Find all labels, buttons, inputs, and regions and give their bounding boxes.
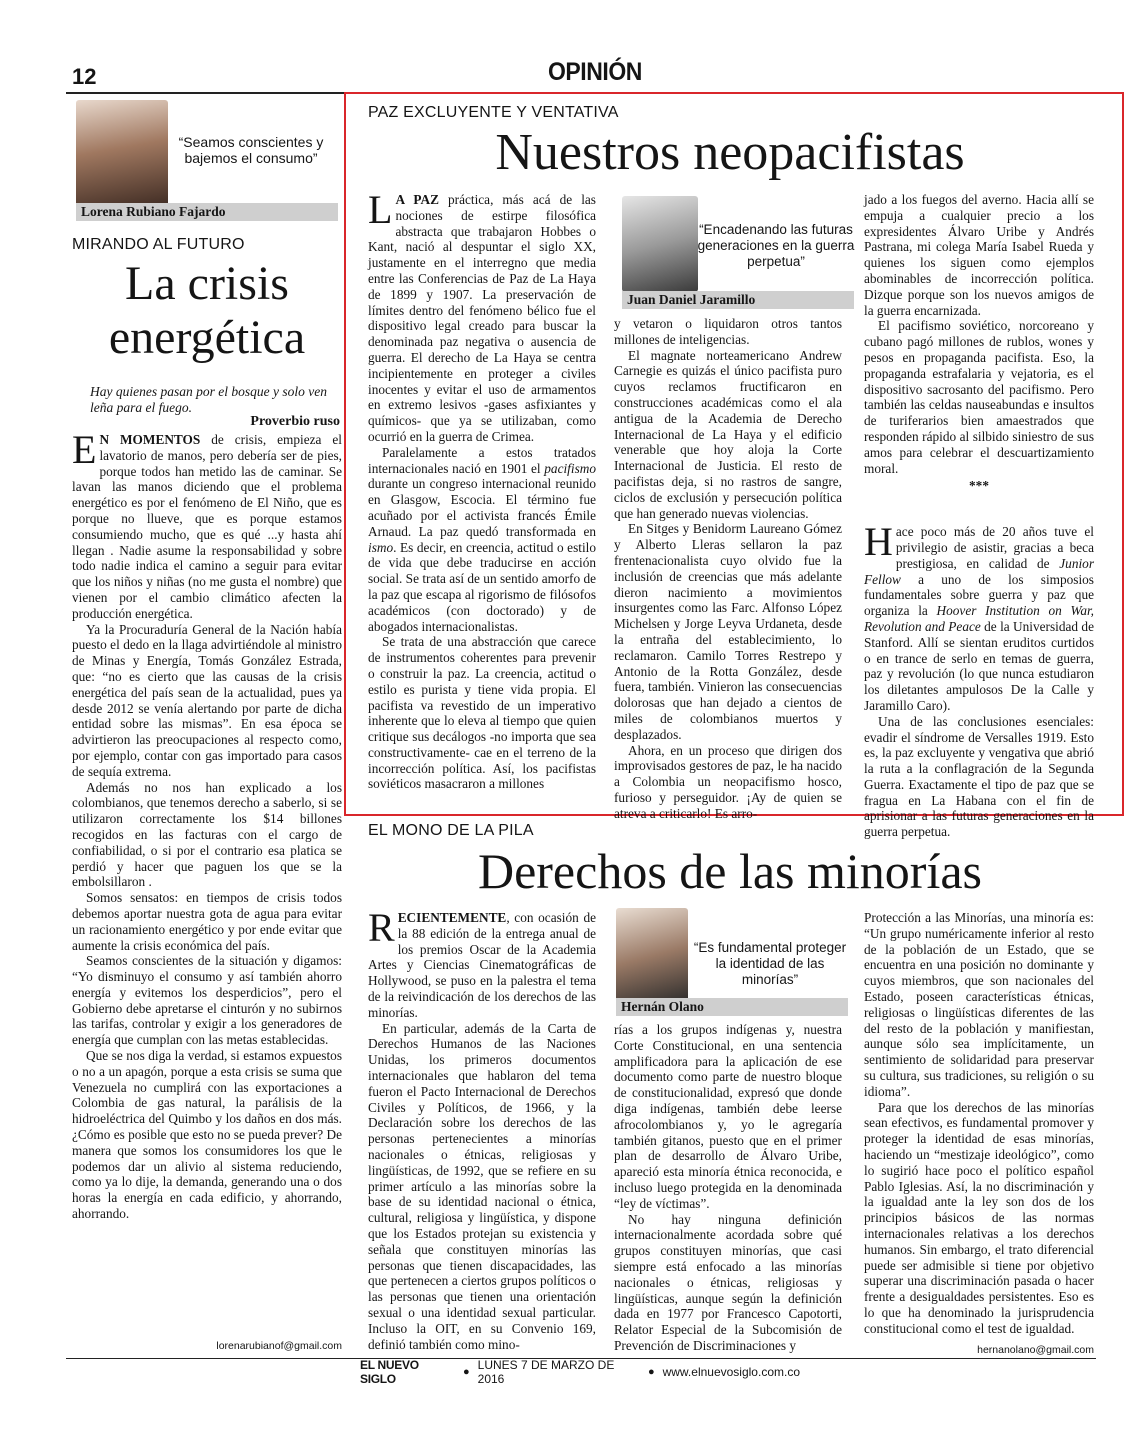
- author-name-jaramillo: Juan Daniel Jaramillo: [622, 291, 854, 309]
- section-title: OPINIÓN: [548, 58, 642, 86]
- footer-brand: EL NUEVO SIGLO: [360, 1358, 419, 1386]
- paragraph: Somos sensatos: en tiempos de crisis todos debemos aportar nuestra gota de agua para evitar un racionamiento energético y por ende evitar que aumente la crisis económica del país.: [72, 890, 342, 953]
- author-photo-olano: [616, 908, 688, 1004]
- kicker-top: PAZ EXCLUYENTE Y VENTATIVA: [368, 104, 619, 121]
- bullet-icon: ●: [647, 1366, 655, 1378]
- email-bottom: hernanolano@gmail.com: [977, 1344, 1094, 1356]
- paragraph: jado a los fuegos del averno. Hacia allí se empuja a cualquier precio a los expresidentes Álvaro Uribe y Andrés Pastrana, mi colega María Isabel Rueda y quienes los siguen como ejemplos abominables de incorrección política. Dizque porque son los nuevos amigos de la guerra encarnizada.: [864, 192, 1094, 318]
- paragraph: En particular, además de la Carta de Derechos Humanos de las Naciones Unidas, los primeros documentos internacionales que hablaron del tema fueron el Pacto Internacional de Derechos Civiles y Políticos, de 1966, y la Declaración sobre los derechos de las personas pertenecientes a minorías nacionales o étnicas, religiosas y lingüísticas, de 1992, que se refiere en su primer artículo a las minorías sobre la base de su identidad nacional o étnica, cultural, religiosa y lingüística, y dispone que los Estados protejan su existencia y señala que constituyen minorías las personas que tienen discapacidades, las que pertenecen a ciertos grupos políticos o las personas que tienen una orientación sexual o una identidad sexual particular. Incluso la OIT, en su Convenio 169, definió también como mino-: [368, 1020, 596, 1352]
- headline-bottom: Derechos de las minorías: [477, 843, 982, 899]
- dropcap-top: L: [368, 187, 393, 232]
- paragraph: práctica, más acá de las nociones de estirpe filosófica abstracta que trabajaron Hobbes o Kant, nació al despuntar el siglo XX, justamente en el interregno que media entre las Conferencias de Paz de La Haya de 1899 y 1907. La preservación de límites dentro del fenómeno bélico fue el dispositivo legal creado para buscar la denominada paz negativa o ausencia de guerra. El derecho de La Haya se centra incipientemente en proteger a civiles inocentes y evitar el uso de armamentos en extremo lesivos -gases asfixiantes y químicos- que ya se utilizaban, como ocurrió en la guerra de Crimea.: [368, 192, 596, 444]
- article-bottom-col2: [614, 1022, 842, 1353]
- paragraph: y vetaron o liquidaron otros tantos millones de inteligencias.: [614, 316, 842, 347]
- paragraph: El pacifismo soviético, norcoreano y cubano pagó millones de rublos, wones y pesos en propaganda pacifista. Eso, la propaganda estrafalaria y vejatoria, es el dispositivo sacrosanto del pacifismo. Pero también las celdas nauseabundas e insultos de turiferarios bien amaestrados que responden rápido al silbido siniestro de sus amos para celebrar el descuartizamiento moral.: [864, 318, 1094, 476]
- epigraph-source: Proverbio ruso: [250, 414, 340, 429]
- footer: [360, 1358, 800, 1386]
- footer-date: LUNES 7 DE MARZO DE 2016: [477, 1358, 615, 1386]
- text-run-italic: Hoover Institution on War, Revolution and Peace: [864, 603, 1094, 634]
- headline-left-line1: La crisis: [125, 257, 289, 310]
- paragraph: El magnate norteamericano Andrew Carnegie es quizás el único pacifista puro cuyos reclamos fructificaron en construcciones académicas como el ala antigua de la Academia de Derecho Internacional de La Haya y el edificio venerable que hoy aloja la Corte Internacional de Justicia. El resto de pacifistas deja, si no rastros de sangre, ciclos de exclusión y persecución política que han generado nuevas violencias.: [614, 347, 842, 521]
- paragraph: Se trata de una abstracción que carece de instrumentos coherentes para prevenir o construir la paz. La creencia, actitud o estilo es purista y tiene vida propia. El pacifista va revestido de un imperativo inherente que lo eleva al tiempo que quien critique sus decálogos -no importa que sea constructivamente- cae en el terreno de la incorrección política. Así, los pacifistas soviéticos masacraron a millones: [368, 634, 596, 792]
- author-photo-jaramillo: [622, 196, 698, 292]
- text-run: de la Universidad de Stanford. Allí se sientan eruditos curtidos o en trance de serlo en temas de guerra, paz y revolución (lo que nunca estudiaron los diletantes ampulosos De la Calle y Jaramillo Caro).: [864, 618, 1094, 713]
- text-run: a uno de los simposios fundamentales sobre guerra y paz que organiza la: [864, 571, 1094, 619]
- article-top-col2: [614, 316, 842, 821]
- lead-left: N MOMENTOS: [99, 432, 201, 447]
- dropcap-top-2: H: [864, 519, 893, 565]
- author-quote-olano: “Es fundamental proteger la identidad de las minorías”: [693, 940, 847, 987]
- headline-left-line2: energética: [108, 311, 306, 364]
- separator: ***: [969, 478, 989, 494]
- article-bottom-col1: [368, 905, 596, 1352]
- paragraph: , con ocasión de la 88 edición de la entrega anual de los premios Oscar de la Academia Artes y Ciencias Cinematográficas de Hollywood, se puso en la palestra el tema de la reivindicación de los derechos de las minorías.: [368, 910, 596, 1020]
- bullet-icon: ●: [463, 1366, 470, 1378]
- article-top-col1: [368, 187, 596, 804]
- text-run: Paralelamente a estos tratados internacionales nació en 1901 el: [368, 444, 596, 476]
- epigraph: Hay quienes pasan por el bosque y solo ven leña para el fuego.: [90, 384, 327, 415]
- article-top-col3: [864, 192, 1094, 840]
- paragraph: Ahora, en un proceso que dirigen dos improvisados gestores de paz, le ha nacido a Colombia un neopacifismo hosco, furioso y perseguidor. ¡Ay de quien se atreva a criticarlo! Es arro-: [614, 742, 842, 821]
- text-run: ace poco más de 20 años tuve el privilegio de asistir, gracias a beca prestigiosa, en calidad de: [895, 524, 1094, 571]
- paragraph: No hay ninguna definición internacionalmente acordada sobre qué grupos constituyen minorías, que casi siempre está enfocado a las minorías nacionales o étnicas, religiosas y lingüísticas, aunque según la definición dada en 1977 por Francesco Capotorti, Relator Especial de la Subcomisión de Prevención de Discriminaciones y: [614, 1211, 842, 1353]
- paragraph: Seamos conscientes de la situación y digamos: “Yo disminuyo el consumo y así también ahorro energía y evitemos los desperdicios”, pero el Gobierno debe apretarse el cinturón y no subirnos las tarifas, controlar y exigir a los generadores de energía que cumplan con las metas establecidas.: [72, 953, 342, 1048]
- dropcap-bottom: R: [368, 905, 395, 950]
- author-quote-lorena: “Seamos conscientes y bajemos el consumo”: [178, 134, 324, 166]
- email-left: lorenarubianof@gmail.com: [216, 1340, 342, 1352]
- paragraph: Protección a las Minorías, una minoría es: “Un grupo numéricamente inferior al resto de la población de un Estado, que se encuentra en una posición no dominante y cuyos miembros, que son nacionales del Estado, poseen características étnicas, religiosas o lingüísticas diferentes de las del resto de la población y manifiestan, aunque sólo sea implícitamente, un sentimiento de solidaridad para preservar su cultura, sus tradiciones, su religión o su idioma”.: [864, 910, 1094, 1099]
- page-number: 12: [72, 64, 97, 89]
- paragraph: Que se nos diga la verdad, si estamos expuestos o no a un apagón, porque a esta crisis se suma que Venezuela no cumplirá con las exportaciones a Colombia de gas natural, la parálisis de la hidroeléctrica del Quimbo y los daños en dos más. ¿Cómo es posible que esto no se pueda prever? De manera que somos los consumidores los que le podemos dar un alivio al sistema reduciendo, como ya lo dije, la demanda, generando una o dos horas la energía en cada edificio, y ahorrando, ahorrando.: [72, 1048, 342, 1222]
- text-run: durante un congreso internacional reunido en Glasgow, Escocia. El término fue acuñado por el activista francés Émile Arnaud. La paz quedó transformada en: [368, 476, 596, 539]
- paragraph: Ya la Procuraduría General de la Nación había puesto el dedo en la llaga advirtiéndole al ministro de Minas y Energía, Tomás González Estrada, que: “no es cierto que las causas de la crisis energética del país sean de la actualidad, pues ya desde 2012 se venía alertando por parte de dicha entidad sobre las mismas”. En esa época se advirtieron las preocupaciones al respecto como, por ejemplo, contar con gas importado para casos de sequía extrema.: [72, 621, 342, 779]
- author-name-olano: Hernán Olano: [616, 998, 848, 1016]
- author-quote-jaramillo: “Encadenando las futuras generaciones en la guerra perpetua”: [697, 222, 855, 269]
- text-run-italic: Junior Fellow: [864, 555, 1094, 587]
- author-name-lorena: Lorena Rubiano Fajardo: [76, 203, 338, 221]
- kicker-left: MIRANDO AL FUTURO: [72, 236, 245, 253]
- kicker-bottom: EL MONO DE LA PILA: [368, 822, 534, 839]
- headline-left: [72, 258, 342, 364]
- text-run: . Es decir, en creencia, actitud o estilo de vida que debe traducirse en acción social. Se trata así de un sentido amorfo de la paz que escapa al rigorismo de filósofos académicos (con doctorado) y de abogados internacionalistas.: [368, 539, 596, 634]
- headline-top: Nuestros neopacifistas: [495, 124, 965, 181]
- paragraph: Una de las conclusiones esenciales: evadir el síndrome de Versalles 1919. Esto es, la paz excluyente y vengativa que abrió la ruta a la conflagración de la Segunda Guerra. Exactamente el tipo de paz que se fragua en La Habana con el fin de aprisionar a las futuras generaciones en la guerra perpetua.: [864, 713, 1094, 840]
- footer-url[interactable]: www.elnuevosiglo.com.co: [662, 1365, 800, 1379]
- lead-bottom: ECIENTEMENTE: [397, 910, 507, 925]
- article-bottom-col3: [864, 910, 1094, 1340]
- lead-top: A PAZ: [395, 192, 439, 207]
- paragraph: Además no nos han explicado a los colombianos, que tenemos derecho a saberlo, si se utilizaron correctamente los $14 billones recogidos en las facturas con el cargo de confiabilidad, o si por el contrario esa platica se perdió y hacer que paguen los que se la embolsillaron .: [72, 779, 342, 890]
- text-run-italic: pacifismo: [544, 460, 596, 476]
- paragraph: En Sitges y Benidorm Laureano Gómez y Alberto Lleras sellaron la paz frentenacionalista cuyo olvido fue la inclusión de creencias que más adelante dieron nacimiento a movimientos insurgentes como las Farc. Alfonso López Michelsen y Jorge Leyva Urdaneta, desde la entraña del establecimiento, lo reclamaron. Camilo Torres Restrepo y Antonio de la Rotta González, desde fuera, también. Vinieron las consecuencias dolorosas que han dejado a cientos de miles de colombianos muertos y desplazados.: [614, 521, 842, 742]
- text-run-italic: ismo: [368, 539, 394, 555]
- article-left-body: [72, 427, 342, 1332]
- author-photo-lorena: [76, 100, 168, 208]
- paragraph: rías a los grupos indígenas y, nuestra Corte Constitucional, en una sentencia amplificadora para la aplicación de ese documento como parte de nuestro bloque de constitucionalidad, expresó que donde diga indígenas, también debe leerse afrocolombianos y, yo le agregaría también gitanos, puesto que en el primer plan de desarrollo de Álvaro Uribe, apareció esta minoría étnica reconocida, e incluso luego protegida en la denominada “ley de víctimas”.: [614, 1022, 842, 1211]
- paragraph: de crisis, empieza el lavatorio de manos, pero debería ser de pies, porque todos han metido las de caminar. Se lavan las manos diciendo que el problema energético es por el fenómeno de El Niño, que es porque no llueve, que es porque estamos consumiendo mucho, que es qué ...y hasta ahí llegan . Nadie asume la responsabilidad y sobre todo nadie indica el camino a seguir para evitar que los niños y niñas (no me gusta el nombre) que vienen por el cambio climático afecten la producción energética.: [72, 432, 342, 621]
- paragraph: Para que los derechos de las minorías sean efectivos, es fundamental promover y proteger la identidad de esas minorías, haciendo un “mestizaje ideológico”, como lo sugirió hace poco el político español Pablo Iglesias. Así, la no discriminación y la igualdad ante la ley son dos de los principios básicos de las normas internacionales relativas a los derechos humanos. Sin embargo, el trato diferencial puede ser admisible si tiene por objetivo superar una discriminación pasada o hacer frente a desigualdades persistentes. Eso es lo que ha denominado la jurisprudencia constitucional como el test de igualdad.: [864, 1099, 1094, 1336]
- dropcap-left: E: [72, 427, 97, 472]
